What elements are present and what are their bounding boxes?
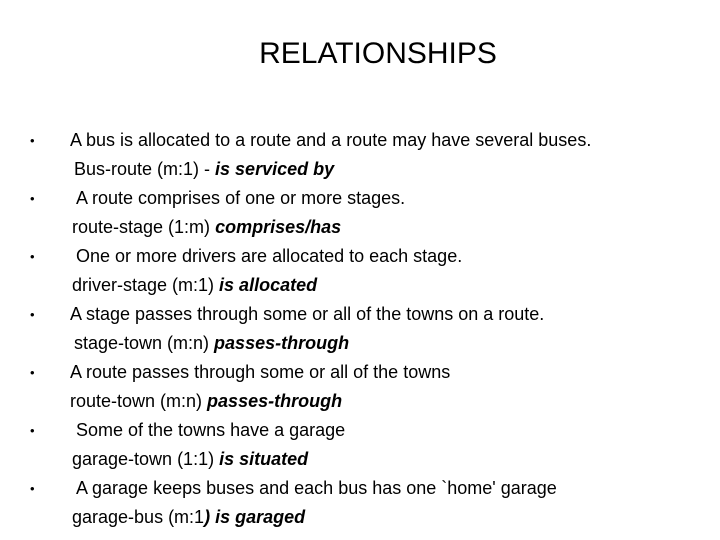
relationship-cardinality: stage-town (m:n)	[74, 333, 215, 353]
relationship-name: is allocated	[219, 275, 318, 295]
relationship-notation	[70, 389, 342, 413]
relationship-cardinality: garage-bus (m:1	[72, 507, 205, 527]
relationship-name: passes-through	[214, 333, 350, 353]
relationship-name: is situated	[219, 449, 309, 469]
bullet-icon: •	[30, 365, 35, 380]
relationship-name: is serviced by	[215, 159, 335, 179]
relationship-list	[0, 124, 720, 530]
relationship-statement: Some of the towns have a garage	[76, 420, 346, 440]
relationship-statement: A garage keeps buses and each bus has one `home' garage	[76, 478, 557, 498]
relationship-cardinality: Bus-route (m:1) -	[74, 159, 216, 179]
relationship-cardinality: driver-stage (m:1)	[72, 275, 220, 295]
relationship-name: comprises/has	[215, 217, 342, 237]
list-item	[0, 356, 720, 414]
relationship-statement: One or more drivers are allocated to each stage.	[76, 246, 463, 266]
relationship-cardinality: route-stage (1:m)	[72, 217, 216, 237]
slide-title: RELATIONSHIPS	[259, 37, 497, 70]
relationship-notation	[72, 215, 341, 239]
relationship-statement: A route passes through some or all of the towns	[70, 362, 451, 382]
list-item	[0, 414, 720, 472]
list-item	[0, 124, 720, 182]
relationship-notation	[72, 273, 317, 297]
relationship-notation	[74, 157, 334, 181]
bullet-icon: •	[30, 307, 35, 322]
list-item	[0, 472, 720, 530]
bullet-icon: •	[30, 481, 35, 496]
relationship-cardinality: route-town (m:n)	[70, 391, 208, 411]
bullet-icon: •	[30, 423, 35, 438]
relationship-notation	[72, 505, 305, 529]
bullet-icon: •	[30, 191, 35, 206]
relationship-cardinality: garage-town (1:1)	[72, 449, 220, 469]
relationship-statement: A stage passes through some or all of the towns on a route.	[70, 304, 545, 324]
list-item	[0, 240, 720, 298]
bullet-icon: •	[30, 133, 35, 148]
relationship-statement: A bus is allocated to a route and a route may have several buses.	[70, 130, 592, 150]
list-item	[0, 182, 720, 240]
bullet-icon: •	[30, 249, 35, 264]
relationship-name: passes-through	[207, 391, 343, 411]
relationship-notation	[74, 331, 349, 355]
list-item	[0, 298, 720, 356]
relationship-notation	[72, 447, 308, 471]
relationship-statement: A route comprises of one or more stages.	[76, 188, 406, 208]
relationship-name: ) is garaged	[204, 507, 306, 527]
